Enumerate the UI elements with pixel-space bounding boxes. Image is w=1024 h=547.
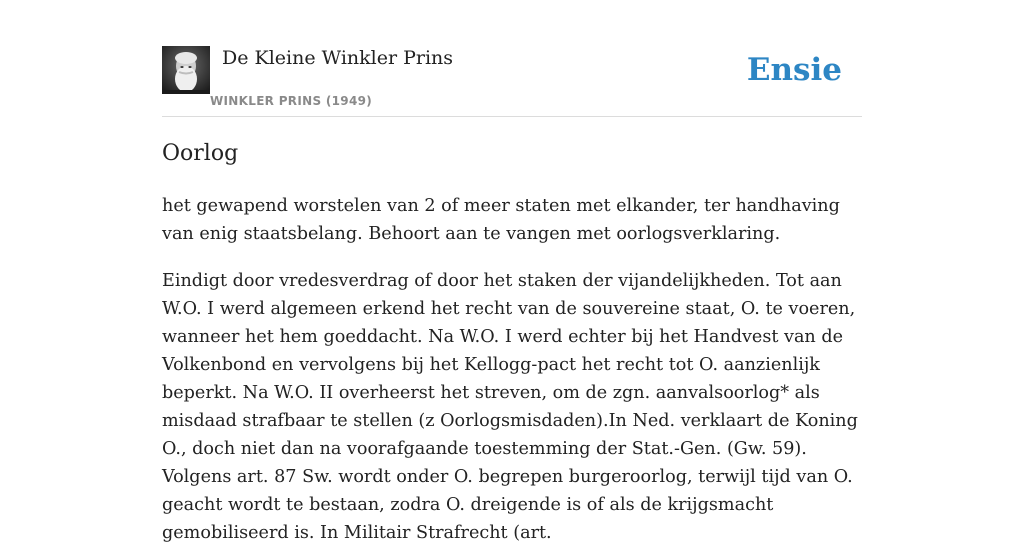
portrait-photo-icon <box>162 46 210 94</box>
article <box>162 138 862 547</box>
article-paragraph: Eindigt door vredesverdrag of door het staken der vijandelijkheden. Tot aan W.O. I werd algemeen erkend het recht van de souvereine staat, O. te voeren, wanneer het hem goeddacht. Na W.O. I werd echter bij het Handvest van de Volkenbond en vervolgens bij het Kellogg-pact het recht tot O. aanzienlijk beperkt. Na W.O. II overheerst het streven, om de zgn. aanvalsoorlog* als misdaad strafbaar te stellen (z Oorlogsmisdaden).In Ned. verklaart de Koning O., doch niet dan na voorafgaande toestemming der Stat.-Gen. (Gw. 59). Volgens art. 87 Sw. wordt onder O. begrepen burgeroorlog, terwijl tijd van O. geacht wordt te bestaan, zodra O. dreigende is of als de krijgsmacht gemobiliseerd is. In Militair Strafrecht (art. <box>162 271 858 543</box>
article-paragraph: het gewapend worstelen van 2 of meer staten met elkander, ter handhaving van enig staatsbelang. Behoort aan te vangen met oorlogsverklaring. <box>162 196 840 244</box>
source-subtitle[interactable]: WINKLER PRINS (1949) <box>210 94 373 108</box>
article-title: Oorlog <box>162 141 239 166</box>
source-title[interactable]: De Kleine Winkler Prins <box>222 47 454 69</box>
avatar[interactable] <box>162 46 210 94</box>
ensie-logo[interactable]: Ensie <box>746 52 842 88</box>
source-header <box>162 0 862 117</box>
